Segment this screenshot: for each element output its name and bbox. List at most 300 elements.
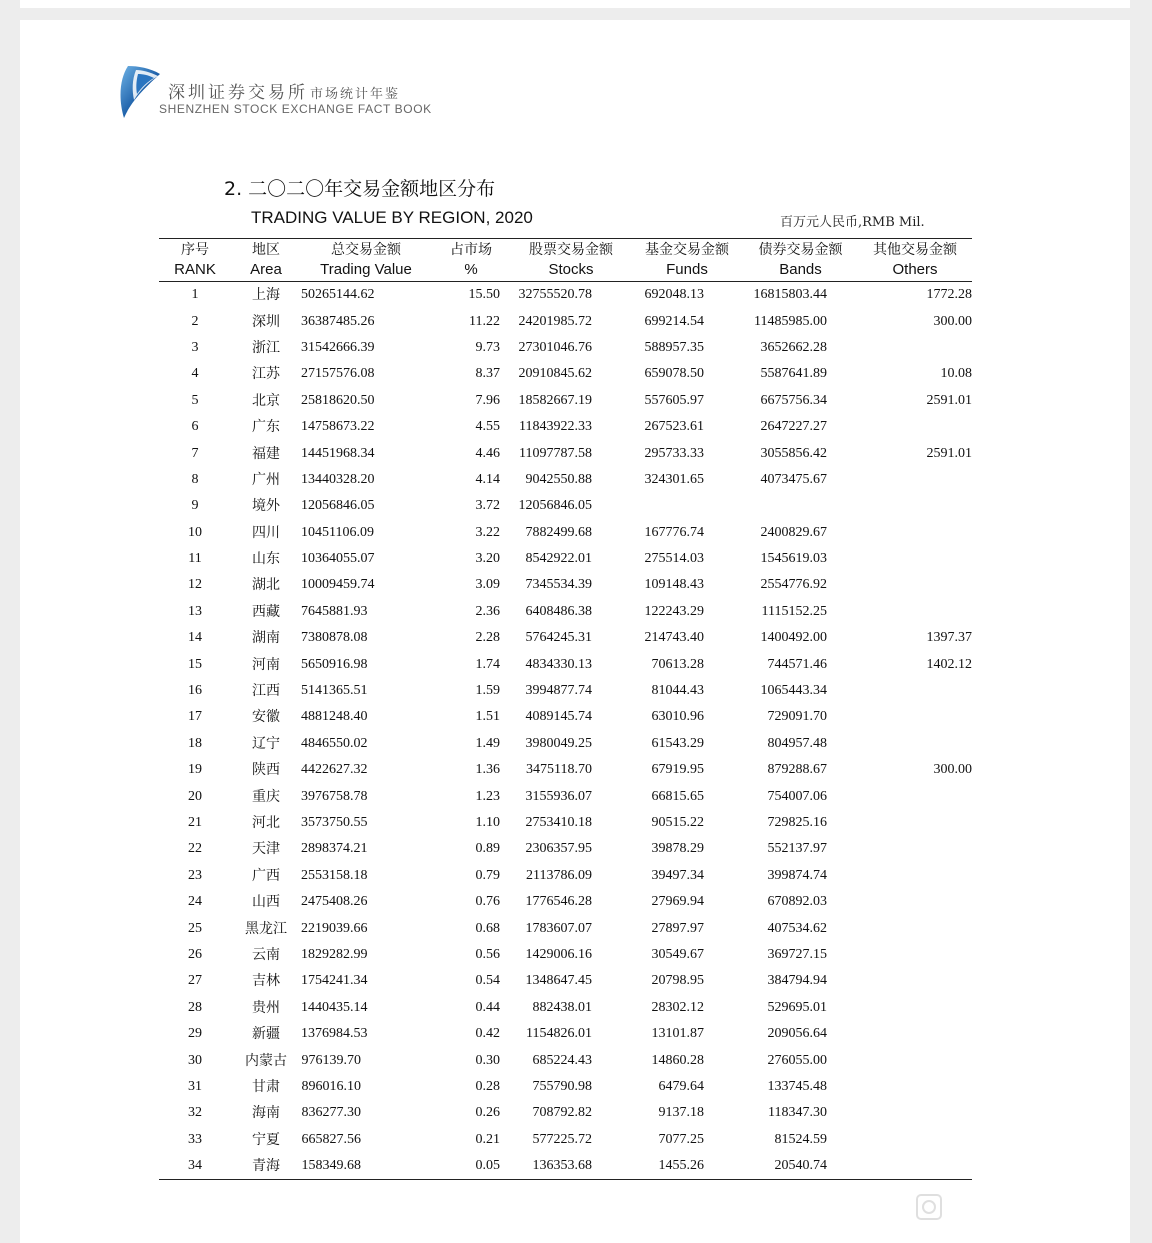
col-stocks-en: Stocks — [511, 260, 631, 282]
cell-funds: 13101.87 — [651, 1026, 704, 1042]
cell-market-share: 3.72 — [475, 498, 500, 514]
cell-funds: 122243.29 — [644, 603, 704, 619]
cell-funds: 81044.43 — [651, 683, 704, 699]
cell-trading-value: 31542666.39 — [301, 339, 375, 355]
cell-rank: 4 — [191, 366, 199, 382]
cell-trading-value: 27157576.08 — [301, 366, 375, 382]
table-row — [159, 520, 972, 546]
cell-area: 安徽 — [252, 709, 280, 726]
cell-trading-value: 4881248.40 — [301, 709, 368, 725]
cell-trading-value: 10009459.74 — [301, 577, 375, 593]
cell-others — [858, 493, 972, 519]
cell-area: 天津 — [252, 841, 280, 858]
cell-others — [858, 1047, 972, 1073]
cell-market-share: 0.26 — [475, 1105, 500, 1121]
document-page — [20, 20, 1130, 1243]
cell-area: 吉林 — [252, 973, 280, 990]
cell-others — [858, 810, 972, 836]
cell-area: 广州 — [252, 471, 280, 488]
cell-market-share: 0.30 — [475, 1052, 500, 1068]
cell-funds: 70613.28 — [651, 656, 704, 672]
col-share-cn: 占市场 — [431, 239, 511, 261]
watermark-icon — [914, 1192, 944, 1222]
cell-area: 广西 — [252, 867, 280, 884]
cell-bonds: 3055856.42 — [760, 445, 827, 461]
cell-market-share: 2.36 — [475, 603, 500, 619]
col-funds-en: Funds — [631, 260, 743, 282]
cell-stocks: 6408486.38 — [525, 603, 592, 619]
cell-bonds: 2647227.27 — [760, 419, 827, 435]
cell-trading-value: 36387485.26 — [301, 313, 375, 329]
cell-market-share: 2.28 — [475, 630, 500, 646]
cell-funds: 30549.67 — [651, 946, 704, 962]
cell-funds: 63010.96 — [651, 709, 704, 725]
cell-area: 湖南 — [252, 630, 280, 647]
cell-funds: 267523.61 — [644, 419, 704, 435]
table-row — [159, 1074, 972, 1100]
cell-market-share: 8.37 — [475, 366, 500, 382]
col-funds-cn: 基金交易金额 — [631, 239, 743, 261]
cell-stocks: 685224.43 — [532, 1052, 592, 1068]
cell-funds: 28302.12 — [651, 999, 704, 1015]
cell-stocks: 1783607.07 — [525, 920, 592, 936]
cell-trading-value: 2475408.26 — [301, 894, 368, 910]
cell-funds: 9137.18 — [658, 1105, 704, 1121]
cell-others — [858, 520, 972, 546]
cell-stocks: 2753410.18 — [525, 815, 592, 830]
cell-bonds: 118347.30 — [768, 1105, 827, 1121]
cell-stocks: 32755520.78 — [518, 287, 592, 303]
table-row — [159, 651, 972, 677]
cell-funds: 39878.29 — [651, 841, 704, 857]
cell-area: 山西 — [252, 894, 280, 911]
table-row — [159, 572, 972, 598]
table-row — [159, 414, 972, 440]
cell-rank: 8 — [191, 471, 199, 487]
cell-trading-value: 976139.70 — [301, 1052, 361, 1068]
table-title-english: TRADING VALUE BY REGION, 2020 — [251, 208, 533, 227]
cell-bonds: 1545619.03 — [760, 551, 827, 567]
cell-bonds: 5587641.89 — [760, 366, 827, 382]
cell-funds: 557605.97 — [644, 392, 704, 408]
cell-rank: 16 — [188, 683, 202, 699]
cell-bonds: 1065443.34 — [760, 683, 827, 699]
szse-logo — [116, 60, 436, 124]
cell-trading-value: 7645881.93 — [301, 603, 368, 619]
col-bonds-en: Bands — [743, 260, 858, 282]
cell-rank: 29 — [188, 1026, 202, 1042]
col-stocks-cn: 股票交易金额 — [511, 239, 631, 261]
cell-bonds: 2400829.67 — [760, 524, 827, 540]
table-row — [159, 467, 972, 493]
cell-area: 江苏 — [252, 366, 280, 383]
cell-rank: 5 — [191, 392, 199, 408]
cell-trading-value: 836277.30 — [301, 1105, 361, 1121]
cell-market-share: 3.20 — [475, 551, 500, 567]
cell-others — [858, 968, 972, 994]
cell-market-share: 0.76 — [475, 894, 500, 910]
col-rank-en: RANK — [159, 260, 231, 282]
cell-area: 内蒙古 — [245, 1052, 287, 1069]
cell-others — [858, 915, 972, 941]
cell-market-share: 3.09 — [475, 577, 500, 593]
cell-market-share: 1.10 — [475, 815, 500, 830]
cell-others: 1772.28 — [926, 287, 972, 303]
table-row — [159, 625, 972, 651]
cell-others — [858, 704, 972, 730]
cell-funds: 324301.65 — [644, 471, 704, 487]
cell-others — [858, 783, 972, 809]
header-row-english — [159, 260, 972, 282]
table-row — [159, 1021, 972, 1047]
cell-rank: 6 — [191, 419, 199, 435]
cell-trading-value: 1376984.53 — [301, 1026, 368, 1042]
table-row — [159, 915, 972, 941]
cell-stocks: 11843922.33 — [519, 419, 592, 435]
cell-rank: 17 — [188, 709, 202, 725]
cell-area: 境外 — [252, 498, 280, 515]
cell-market-share: 4.46 — [475, 445, 500, 461]
cell-others — [858, 1127, 972, 1153]
cell-rank: 32 — [188, 1105, 202, 1121]
cell-area: 海南 — [252, 1105, 280, 1122]
cell-stocks: 3155936.07 — [525, 788, 592, 804]
col-area-cn: 地区 — [231, 239, 301, 261]
table-row — [159, 731, 972, 757]
cell-bonds: 6675756.34 — [760, 392, 827, 408]
cell-stocks: 20910845.62 — [518, 366, 592, 382]
cell-rank: 2 — [191, 313, 199, 329]
cell-trading-value: 5650916.98 — [301, 656, 368, 672]
cell-rank: 13 — [188, 603, 202, 619]
cell-trading-value: 4422627.32 — [301, 762, 368, 778]
cell-market-share: 0.21 — [475, 1131, 500, 1147]
cell-market-share: 1.49 — [475, 735, 500, 751]
cell-others — [858, 678, 972, 704]
table-row — [159, 1100, 972, 1126]
cell-bonds: 529695.01 — [767, 999, 827, 1015]
cell-bonds: 552137.97 — [767, 841, 827, 857]
cell-stocks: 1429006.16 — [525, 946, 592, 962]
cell-stocks: 577225.72 — [532, 1131, 592, 1147]
cell-bonds: 384794.94 — [767, 973, 827, 989]
col-rank-cn: 序号 — [159, 239, 231, 261]
cell-stocks: 1776546.28 — [525, 894, 592, 910]
cell-rank: 26 — [188, 946, 202, 962]
cell-stocks: 755790.98 — [532, 1078, 592, 1094]
cell-market-share: 4.14 — [475, 471, 500, 487]
cell-area: 黑龙江 — [245, 920, 287, 937]
cell-rank: 1 — [191, 287, 199, 303]
cell-market-share: 0.54 — [475, 973, 500, 989]
table-row — [159, 1153, 972, 1180]
table-row — [159, 942, 972, 968]
cell-area: 山东 — [252, 551, 280, 568]
table-row — [159, 968, 972, 994]
cell-area: 湖北 — [252, 577, 280, 594]
cell-others — [858, 731, 972, 757]
cell-rank: 25 — [188, 920, 202, 936]
cell-others — [858, 467, 972, 493]
col-share-en: % — [431, 260, 511, 282]
cell-rank: 23 — [188, 867, 202, 883]
cell-trading-value: 50265144.62 — [301, 287, 375, 303]
cell-bonds: 879288.67 — [767, 762, 827, 778]
cell-area: 青海 — [231, 1153, 301, 1180]
cell-market-share: 11.22 — [469, 313, 500, 329]
cell-bonds: 133745.48 — [767, 1078, 827, 1094]
cell-stocks: 3980049.25 — [525, 735, 592, 751]
table-row — [159, 335, 972, 361]
cell-stocks: 5764245.31 — [525, 630, 592, 646]
cell-others — [858, 1021, 972, 1047]
cell-stocks: 136353.68 — [511, 1153, 631, 1180]
cell-market-share: 0.44 — [475, 999, 500, 1015]
header-row-chinese — [159, 239, 972, 261]
cell-stocks: 2306357.95 — [525, 841, 592, 857]
cell-funds: 275514.03 — [644, 551, 704, 567]
cell-others — [858, 1100, 972, 1126]
cell-others — [858, 995, 972, 1021]
cell-stocks: 1348647.45 — [525, 973, 592, 989]
table-row — [159, 678, 972, 704]
cell-trading-value: 158349.68 — [301, 1153, 431, 1180]
table-row — [159, 308, 972, 334]
cell-others — [858, 335, 972, 361]
cell-stocks: 1154826.01 — [526, 1026, 592, 1042]
cell-area: 深圳 — [252, 313, 280, 330]
cell-bonds: 407534.62 — [767, 920, 827, 936]
cell-others: 1397.37 — [926, 630, 972, 646]
cell-stocks: 8542922.01 — [525, 551, 592, 567]
cell-market-share: 0.79 — [475, 867, 500, 883]
cell-rank: 28 — [188, 999, 202, 1015]
cell-trading-value: 896016.10 — [301, 1078, 361, 1094]
cell-market-share: 15.50 — [468, 287, 500, 303]
cell-bonds: 369727.15 — [767, 946, 827, 962]
cell-bonds: 81524.59 — [774, 1131, 827, 1147]
cell-trading-value: 665827.56 — [301, 1131, 361, 1147]
table-row — [159, 440, 972, 466]
cell-others: 1402.12 — [926, 656, 972, 672]
table-row — [159, 388, 972, 414]
table-row — [159, 282, 972, 309]
cell-stocks: 2113786.09 — [526, 867, 592, 883]
cell-area: 浙江 — [252, 339, 280, 356]
cell-bonds: 3652662.28 — [760, 339, 827, 355]
cell-area: 辽宁 — [252, 735, 280, 752]
cell-others — [858, 889, 972, 915]
cell-stocks: 4834330.13 — [525, 656, 592, 672]
cell-area: 陕西 — [252, 762, 280, 779]
cell-bonds: 276055.00 — [767, 1052, 827, 1068]
cell-rank: 10 — [188, 524, 202, 540]
cell-trading-value: 10364055.07 — [301, 551, 375, 567]
cell-rank: 21 — [188, 815, 202, 830]
cell-others — [858, 1153, 972, 1180]
cell-others — [858, 863, 972, 889]
table-row — [159, 810, 972, 836]
cell-funds: 66815.65 — [651, 788, 704, 804]
cell-trading-value: 1440435.14 — [301, 999, 368, 1015]
cell-rank: 19 — [188, 762, 202, 778]
cell-others: 10.08 — [940, 366, 972, 382]
cell-stocks: 882438.01 — [532, 999, 592, 1015]
cell-area: 上海 — [252, 287, 280, 304]
cell-bonds — [743, 493, 858, 519]
cell-trading-value: 1754241.34 — [301, 973, 368, 989]
cell-trading-value: 14451968.34 — [301, 445, 375, 461]
cell-bonds: 729825.16 — [767, 815, 827, 830]
cell-rank: 33 — [188, 1131, 202, 1147]
cell-market-share: 1.23 — [475, 788, 500, 804]
cell-rank: 3 — [191, 339, 199, 355]
table-row — [159, 704, 972, 730]
cell-funds: 699214.54 — [644, 313, 704, 329]
cell-area: 北京 — [252, 392, 280, 409]
cell-others — [858, 414, 972, 440]
cell-area: 福建 — [252, 445, 280, 462]
logo-chinese-text — [168, 78, 400, 103]
cell-funds: 20798.95 — [651, 973, 704, 989]
cell-market-share: 0.28 — [475, 1078, 500, 1094]
cell-area: 重庆 — [252, 788, 280, 805]
cell-stocks: 3475118.70 — [526, 762, 592, 778]
cell-area: 江西 — [252, 683, 280, 700]
cell-bonds: 670892.03 — [767, 894, 827, 910]
table-body — [159, 282, 972, 1180]
cell-stocks: 11097787.58 — [519, 445, 592, 461]
table-row — [159, 493, 972, 519]
col-others-cn: 其他交易金额 — [858, 239, 972, 261]
cell-funds: 692048.13 — [644, 287, 704, 303]
table-row — [159, 836, 972, 862]
cell-bonds: 399874.74 — [767, 867, 827, 883]
cell-others — [858, 572, 972, 598]
col-bonds-cn: 债券交易金额 — [743, 239, 858, 261]
cell-funds: 1455.26 — [631, 1153, 743, 1180]
cell-market-share: 1.36 — [475, 762, 500, 778]
table-row — [159, 546, 972, 572]
cell-stocks: 4089145.74 — [525, 709, 592, 725]
cell-area: 甘肃 — [252, 1078, 280, 1095]
cell-trading-value: 10451106.09 — [301, 524, 374, 540]
cell-stocks: 7882499.68 — [525, 524, 592, 540]
cell-others — [858, 599, 972, 625]
cell-stocks: 7345534.39 — [525, 577, 592, 593]
cell-rank: 20 — [188, 788, 202, 804]
cell-trading-value: 1829282.99 — [301, 946, 368, 962]
cell-others: 2591.01 — [926, 392, 972, 408]
col-total-cn: 总交易金额 — [301, 239, 431, 261]
cell-others — [858, 942, 972, 968]
cell-market-share: 1.59 — [475, 683, 500, 699]
cell-rank: 24 — [188, 894, 202, 910]
table-row — [159, 889, 972, 915]
cell-rank: 14 — [188, 630, 202, 646]
cell-rank: 27 — [188, 973, 202, 989]
table-row — [159, 863, 972, 889]
cell-funds: 214743.40 — [644, 630, 704, 646]
cell-funds: 7077.25 — [658, 1131, 704, 1147]
cell-bonds: 804957.48 — [767, 735, 827, 751]
cell-trading-value: 13440328.20 — [301, 471, 375, 487]
cell-others: 2591.01 — [926, 445, 972, 461]
cell-trading-value: 4846550.02 — [301, 735, 368, 751]
cell-bonds: 4073475.67 — [760, 471, 827, 487]
cell-area: 云南 — [252, 946, 280, 963]
cell-market-share: 4.55 — [475, 419, 500, 435]
logo-factbook-name: 市场统计年鉴 — [310, 87, 401, 102]
cell-rank: 9 — [191, 498, 199, 514]
cell-funds: 61543.29 — [651, 735, 704, 751]
cell-market-share: 0.42 — [475, 1026, 500, 1042]
cell-area: 新疆 — [252, 1026, 280, 1043]
cell-others — [858, 546, 972, 572]
col-area-en: Area — [231, 260, 301, 282]
table-row — [159, 757, 972, 783]
cell-stocks: 708792.82 — [532, 1105, 592, 1121]
cell-area: 四川 — [252, 524, 280, 541]
table-title-chinese: 2. 二〇二〇年交易金额地区分布 — [224, 178, 496, 200]
cell-funds: 659078.50 — [644, 366, 704, 382]
cell-rank: 22 — [188, 841, 202, 857]
cell-others: 300.00 — [933, 313, 972, 329]
cell-trading-value: 25818620.50 — [301, 392, 375, 408]
cell-rank: 34 — [159, 1153, 231, 1180]
cell-bonds: 209056.64 — [767, 1026, 827, 1042]
cell-funds: 90515.22 — [651, 815, 704, 830]
cell-funds: 27969.94 — [651, 894, 704, 910]
cell-market-share: 7.96 — [475, 392, 500, 408]
cell-funds: 295733.33 — [644, 445, 704, 461]
cell-funds: 6479.64 — [658, 1078, 704, 1094]
cell-bonds: 2554776.92 — [760, 577, 827, 593]
logo-exchange-name: 深圳证券交易所 — [168, 83, 308, 103]
cell-rank: 30 — [188, 1052, 202, 1068]
cell-area: 贵州 — [252, 999, 280, 1016]
cell-area: 广东 — [252, 419, 280, 436]
cell-funds — [631, 493, 743, 519]
cell-rank: 7 — [191, 445, 199, 461]
trading-value-table — [159, 238, 972, 1180]
cell-funds: 109148.43 — [644, 577, 704, 593]
cell-rank: 18 — [188, 735, 202, 751]
cell-area: 河北 — [252, 815, 280, 831]
col-others-en: Others — [858, 260, 972, 282]
cell-rank: 12 — [188, 577, 202, 593]
cell-market-share: 0.89 — [475, 841, 500, 857]
cell-market-share: 1.74 — [475, 656, 500, 672]
table-row — [159, 599, 972, 625]
cell-trading-value: 12056846.05 — [301, 498, 375, 514]
cell-trading-value: 14758673.22 — [301, 419, 375, 435]
unit-label: 百万元人民币,RMB Mil. — [780, 215, 925, 230]
col-total-en: Trading Value — [301, 260, 431, 282]
cell-bonds: 1400492.00 — [760, 630, 827, 646]
cell-trading-value: 2553158.18 — [301, 867, 368, 883]
cell-area: 西藏 — [252, 603, 280, 620]
cell-funds: 167776.74 — [644, 524, 704, 540]
cell-trading-value: 2219039.66 — [301, 920, 368, 936]
cell-bonds: 20540.74 — [743, 1153, 858, 1180]
cell-area: 河南 — [252, 656, 280, 673]
cell-market-share: 0.56 — [475, 946, 500, 962]
logo-english-text: SHENZHEN STOCK EXCHANGE FACT BOOK — [159, 102, 432, 116]
cell-rank: 31 — [188, 1078, 202, 1094]
cell-area: 宁夏 — [252, 1131, 280, 1148]
cell-market-share: 1.51 — [475, 709, 500, 725]
